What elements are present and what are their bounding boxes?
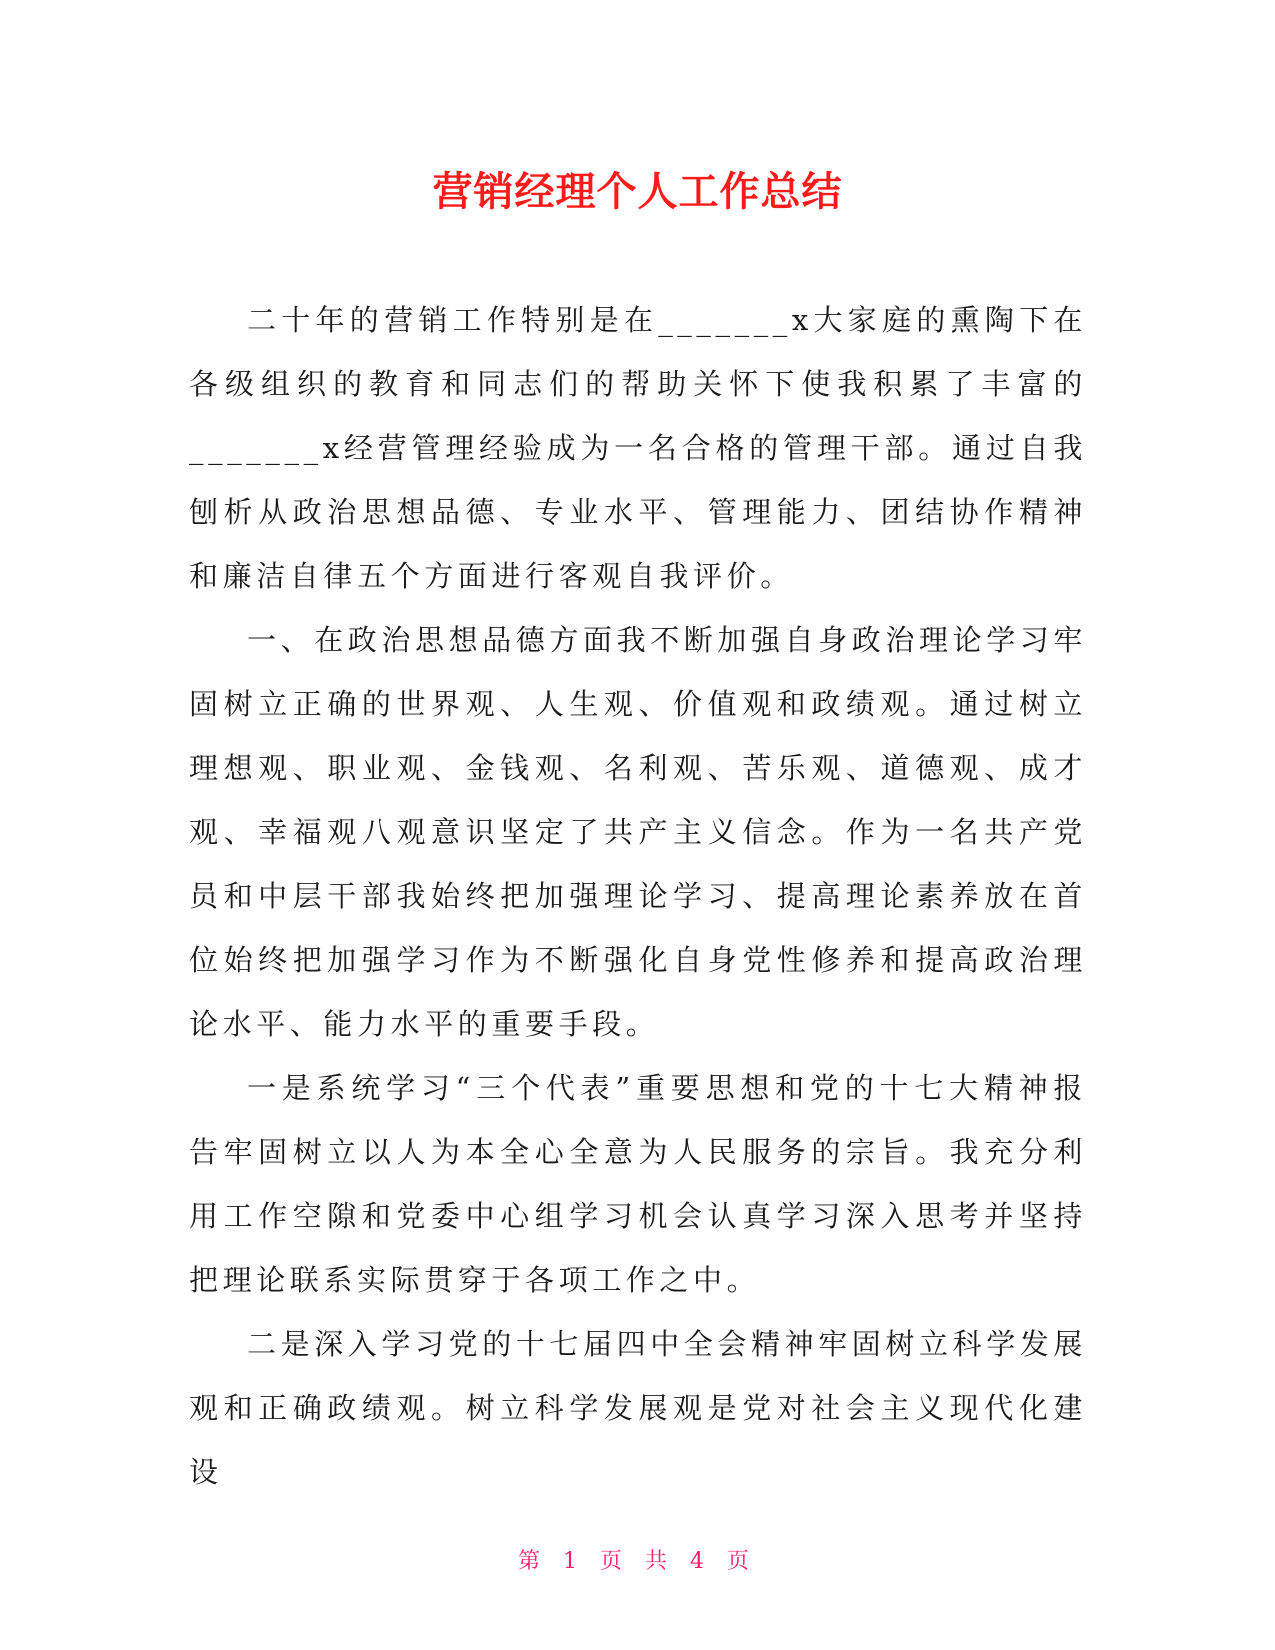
document-body — [189, 288, 1087, 1504]
paragraph-intro: 二十年的营销工作特别是在_______x大家庭的熏陶下在各级组织的教育和同志们的帮助关怀下使我积累了丰富的_______x经营管理经验成为一名合格的管理干部。通过自我刨析从政治思想品德、专业水平、管理能力、团结协作精神和廉洁自律五个方面进行客观自我评价。 — [189, 303, 1087, 593]
paragraph-study-three-represents: 一是系统学习“三个代表”重要思想和党的十七大精神报告牢固树立以人为本全心全意为人民服务的宗旨。我充分利用工作空隙和党委中心组学习机会认真学习深入思考并坚持把理论联系实际贯穿于各项工作之中。 — [189, 1071, 1087, 1297]
page-footer: 第 1 页 共 4 页 — [518, 1549, 757, 1574]
paragraph-political-thought: 一、在政治思想品德方面我不断加强自身政治理论学习牢固树立正确的世界观、人生观、价值观和政绩观。通过树立理想观、职业观、金钱观、名利观、苦乐观、道德观、成才观、幸福观八观意识坚定了共产主义信念。作为一名共产党员和中层干部我始终把加强理论学习、提高理论素养放在首位始终把加强学习作为不断强化自身党性修养和提高政治理论水平、能力水平的重要手段。 — [189, 623, 1088, 1041]
paragraph-study-fourth-plenum: 二是深入学习党的十七届四中全会精神牢固树立科学发展观和正确政绩观。树立科学发展观是党对社会主义现代化建设 — [189, 1327, 1088, 1489]
document-title: 营销经理个人工作总结 — [432, 169, 843, 215]
